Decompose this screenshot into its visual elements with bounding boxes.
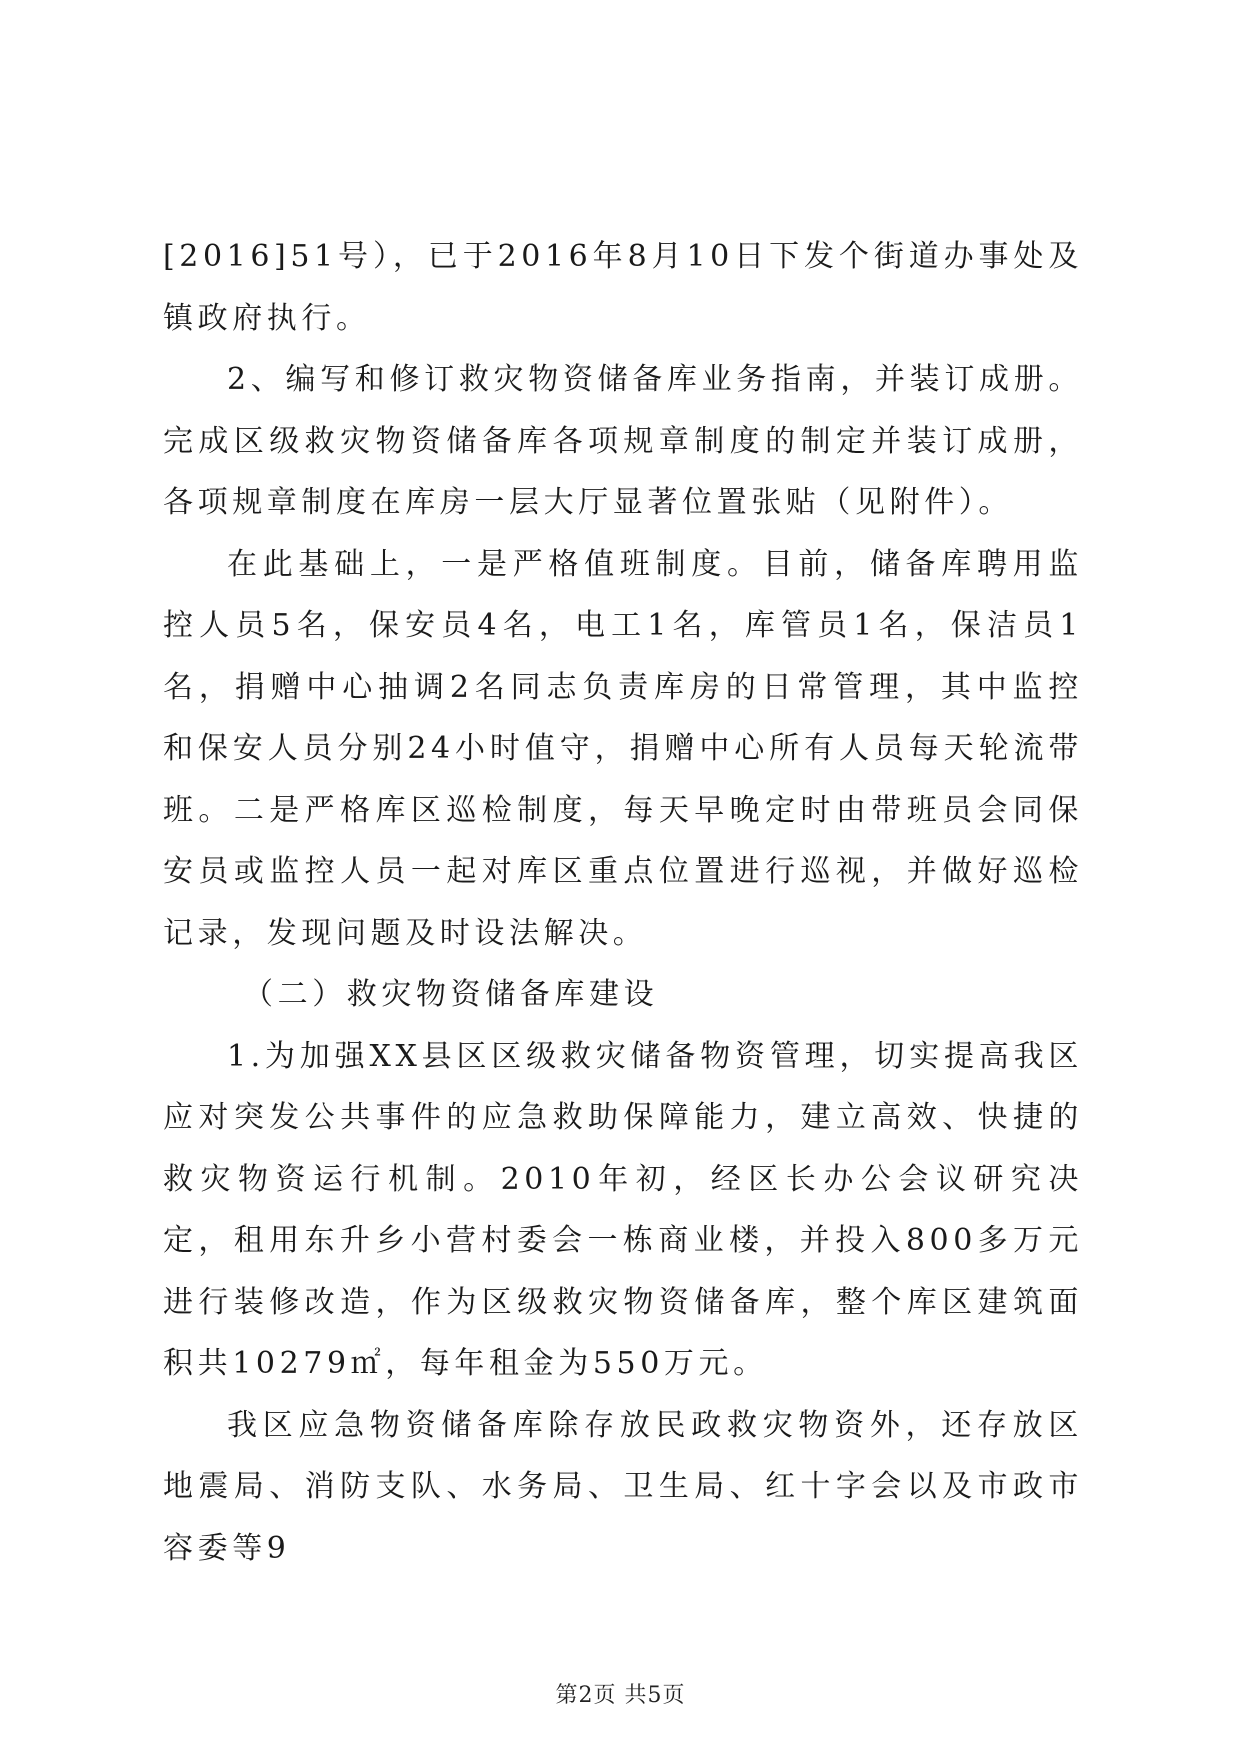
paragraph-warehouse-construction: 1.为加强XX县区区级救灾储备物资管理，切实提高我区应对突发公共事件的应急救助保障能力，建立高效、快捷的救灾物资运行机制。2010年初，经区长办公会议研究决定，租用东升乡小营村委会一栋商业楼，并投入800多万元进行装修改造，作为区级救灾物资储备库，整个库区建筑面积共10279㎡，每年租金为550万元。 [163,1038,1083,1381]
paragraph-guide-compilation: 2、编写和修订救灾物资储备库业务指南，并装订成册。完成区级救灾物资储备库各项规章制度的制定并装订成册，各项规章制度在库房一层大厅显著位置张贴（见附件）。 [163,362,1083,520]
paragraph-storage-departments: 我区应急物资储备库除存放民政救灾物资外，还存放区地震局、消防支队、水务局、卫生局、红十字会以及市政市容委等9 [163,1407,1083,1566]
paragraph-continuation: [2016]51号），已于2016年8月10日下发个街道办事处及镇政府执行。 [163,239,1083,336]
paragraph-duty-system: 在此基础上，一是严格值班制度。目前，储备库聘用监控人员5名，保安员4名，电工1名，库管员1名，保洁员1名，捐赠中心抽调2名同志负责库房的日常管理，其中监控和保安人员分别24小时值守，捐赠中心所有人员每天轮流带班。二是严格库区巡检制度，每天早晚定时由带班员会同保安员或监控人员一起对库区重点位置进行巡视，并做好巡检记录，发现问题及时设法解决。 [163,546,1083,951]
page-number-footer: 第2页 共5页 [555,1683,686,1708]
section-heading: （二）救灾物资储备库建设 [243,977,659,1012]
document-body [163,226,1083,1579]
